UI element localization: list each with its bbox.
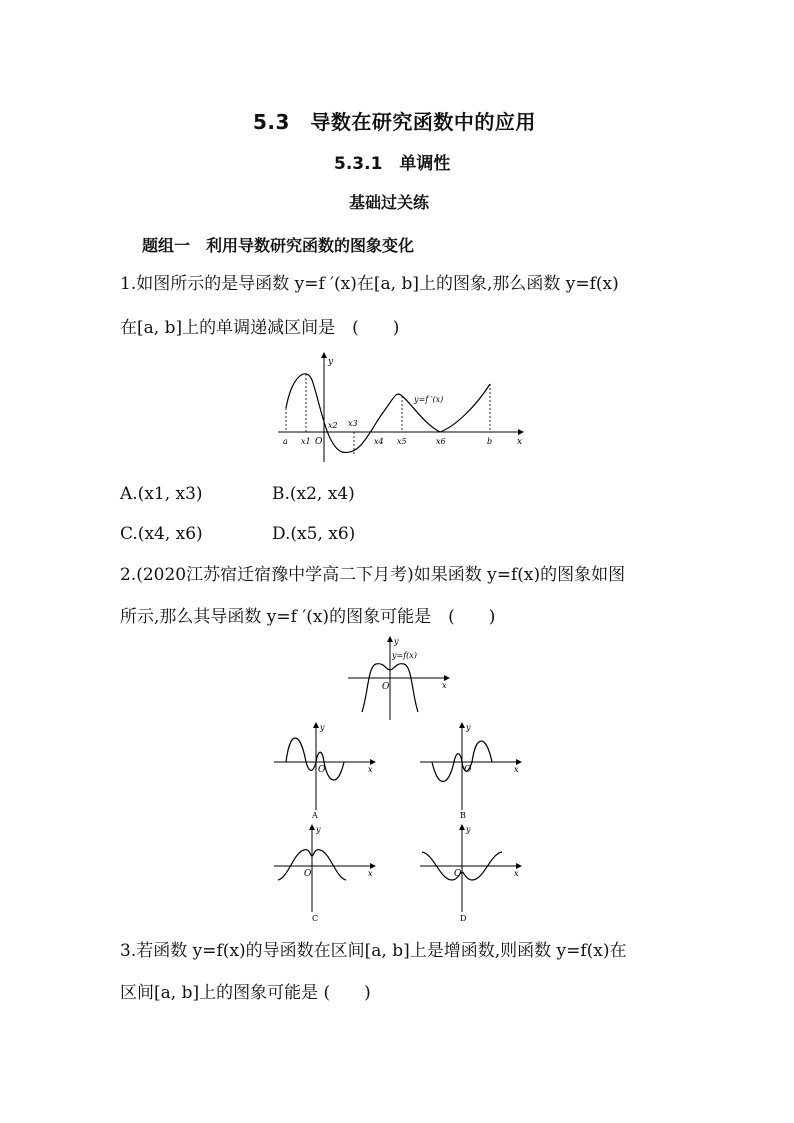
origin-label: O — [304, 869, 312, 879]
section-title: 5.3 导数在研究函数中的应用 — [253, 110, 536, 134]
q2-function-graph — [344, 634, 454, 720]
tick-x1: x1 — [301, 437, 311, 446]
origin-label: O — [454, 869, 462, 879]
q3-text-line2: 区间[a, b]上的图象可能是 ( ) — [120, 983, 371, 1003]
y-axis-label: y — [394, 637, 399, 646]
tick-x6: x6 — [436, 437, 446, 446]
y-axis-label: y — [316, 825, 321, 834]
tick-x4: x4 — [374, 437, 384, 446]
x-axis-label: x — [368, 869, 373, 878]
tick-b: b — [487, 437, 493, 446]
choice-letter: A — [312, 811, 318, 820]
q1-text-line1: 1.如图所示的是导函数 y=f ′(x)在[a, b]上的图象,那么函数 y=f(x) — [120, 274, 619, 294]
x-axis-label: x — [368, 765, 373, 774]
curve-label: y=f(x) — [392, 651, 417, 660]
q2-choice-d-graph[interactable] — [416, 822, 526, 922]
tick-a: a — [283, 437, 288, 446]
origin-label: O — [382, 682, 390, 692]
x-axis-label: x — [514, 869, 519, 878]
q1-text-line2: 在[a, b]上的单调递减区间是 ( ) — [120, 318, 400, 338]
q1-option-b[interactable]: B.(x2, x4) — [272, 484, 355, 504]
y-axis-label: y — [466, 825, 471, 834]
origin-label: O — [464, 765, 472, 775]
q3-text-line1: 3.若函数 y=f(x)的导函数在区间[a, b]上是增函数,则函数 y=f(x)在 — [120, 941, 627, 961]
y-axis-label: y — [466, 723, 471, 732]
x-axis-label: x — [442, 681, 447, 690]
q1-derivative-graph — [270, 352, 530, 464]
q1-option-a[interactable]: A.(x1, x3) — [120, 484, 203, 504]
curve-label: y=f ′(x) — [414, 395, 444, 404]
x-axis-label: x — [517, 437, 523, 447]
q2-text-line2: 所示,那么其导函数 y=f ′(x)的图象可能是 ( ) — [120, 607, 496, 627]
tick-x5: x5 — [397, 437, 407, 446]
choice-letter: C — [312, 914, 319, 922]
tick-x2: x2 — [328, 421, 338, 430]
choice-letter: D — [460, 914, 467, 922]
q2-choice-c-graph[interactable] — [270, 822, 380, 922]
subsection-title: 5.3.1 单调性 — [334, 154, 451, 174]
level-heading: 基础过关练 — [349, 193, 430, 212]
q1-option-c[interactable]: C.(x4, x6) — [120, 524, 203, 544]
q2-text-line1: 2.(2020江苏宿迁宿豫中学高二下月考)如果函数 y=f(x)的图象如图 — [120, 565, 626, 585]
q1-option-d[interactable]: D.(x5, x6) — [272, 524, 356, 544]
q2-choice-b-graph[interactable] — [416, 720, 526, 820]
origin-label: O — [315, 437, 323, 447]
q2-choice-a-graph[interactable] — [270, 720, 380, 820]
group-heading: 题组一 利用导数研究函数的图象变化 — [142, 236, 415, 255]
y-axis-label: y — [328, 357, 334, 367]
choice-letter: B — [460, 811, 466, 820]
y-axis-label: y — [320, 723, 325, 732]
x-axis-label: x — [514, 765, 519, 774]
y-axis-arrow — [321, 352, 327, 358]
tick-x3: x3 — [348, 419, 358, 428]
origin-label: O — [318, 765, 326, 775]
x-axis-arrow — [518, 429, 524, 435]
